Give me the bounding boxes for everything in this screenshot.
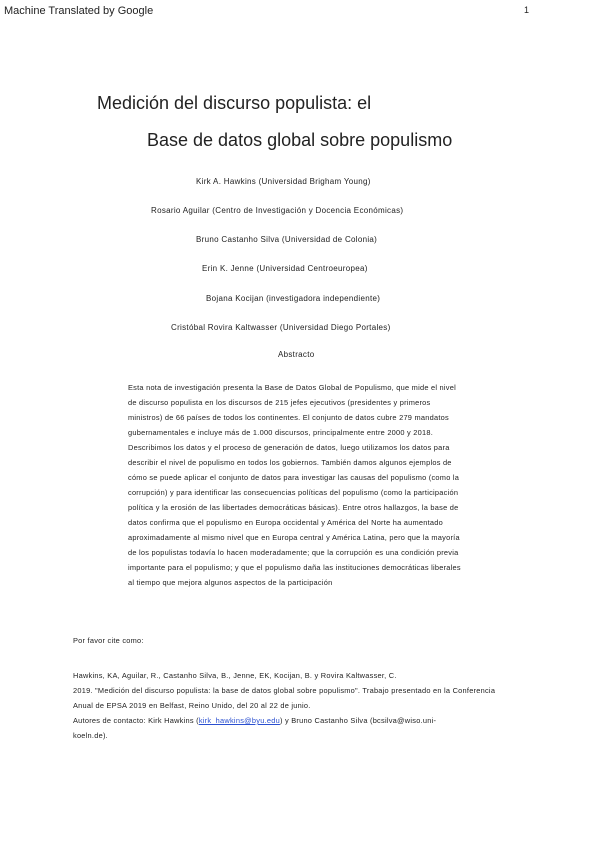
email-link[interactable]: kirk_hawkins@byu.edu bbox=[198, 716, 280, 725]
paper-title-line-2: Base de datos global sobre populismo bbox=[147, 130, 453, 150]
citation-line: koeln.de). bbox=[73, 731, 108, 740]
abstract-line: ministros) de 66 países de todos los continentes. El conjunto de datos cubre 279 mandatos bbox=[128, 413, 449, 422]
abstract-line: Describimos los datos y el proceso de generación de datos, luego utilizamos los datos para bbox=[128, 443, 450, 452]
author-rovira-kaltwasser: Cristóbal Rovira Kaltwasser (Universidad Diego Portales) bbox=[171, 323, 391, 332]
abstract-heading: Abstracto bbox=[278, 350, 315, 359]
abstract-line: de los populistas todavía lo hacen moderadamente; que la corrupción es una condición previa bbox=[128, 548, 459, 557]
contact-prefix: Autores de contacto: Kirk Hawkins ( bbox=[73, 716, 199, 725]
abstract-line: al tiempo que mejora algunos aspectos de la participación bbox=[128, 578, 333, 587]
translation-banner: Machine Translated by Google bbox=[4, 5, 154, 17]
abstract-line: aproximadamente al mismo nivel que en Europa central y América Latina, pero que la mayoría bbox=[128, 533, 460, 542]
author-kocijan: Bojana Kocijan (investigadora independiente) bbox=[206, 294, 381, 303]
abstract-line: cómo se puede aplicar el conjunto de datos para investigar las causas del populismo (como la bbox=[128, 473, 460, 482]
contact-line bbox=[73, 716, 436, 725]
author-aguilar: Rosario Aguilar (Centro de Investigación y Docencia Económicas) bbox=[151, 206, 404, 215]
abstract-line: Esta nota de investigación presenta la Base de Datos Global de Populismo, que mide el nivel bbox=[128, 383, 457, 392]
author-jenne: Erin K. Jenne (Universidad Centroeuropea) bbox=[202, 264, 368, 273]
citation-line: Hawkins, KA, Aguilar, R., Castanho Silva, B., Jenne, EK, Kocijan, B. y Rovira Kaltwasser, C. bbox=[73, 671, 397, 680]
abstract-line: gubernamentales e incluye más de 1.000 discursos, principalmente entre 2000 y 2018. bbox=[128, 428, 434, 437]
abstract-line: corrupción) y para identificar las consecuencias políticas del populismo (como la participación bbox=[128, 488, 459, 497]
citation-line: Anual de EPSA 2019 en Belfast, Reino Unido, del 20 al 22 de junio. bbox=[73, 701, 311, 710]
abstract-body bbox=[128, 380, 488, 590]
citation-line: 2019. "Medición del discurso populista: la base de datos global sobre populismo". Trabajo presentado en la Conferencia bbox=[73, 686, 496, 695]
author-castanho-silva: Bruno Castanho Silva (Universidad de Colonia) bbox=[196, 235, 378, 244]
abstract-line: datos confirma que el populismo en Europa occidental y América del Norte ha aumentado bbox=[128, 518, 443, 527]
abstract-line: política y la erosión de las libertades democráticas básicas). Entre otros hallazgos, la base de bbox=[128, 503, 459, 512]
paper-title-line-1: Medición del discurso populista: el bbox=[97, 93, 372, 113]
author-hawkins: Kirk A. Hawkins (Universidad Brigham Young) bbox=[196, 177, 371, 186]
contact-middle: ) y Bruno Castanho Silva (bcsilva@wiso.uni- bbox=[279, 716, 437, 725]
abstract-line: importante para el populismo; y que el populismo daña las instituciones democráticas liberales bbox=[128, 563, 461, 572]
abstract-line: describir el nivel de populismo en todos los gobiernos. También damos algunos ejemplos de bbox=[128, 458, 452, 467]
abstract-line: de discurso populista en los discursos de 215 jefes ejecutivos (presidentes y primeros bbox=[128, 398, 431, 407]
citation-label: Por favor cite como: bbox=[73, 636, 144, 645]
page-number: 1 bbox=[523, 5, 529, 15]
